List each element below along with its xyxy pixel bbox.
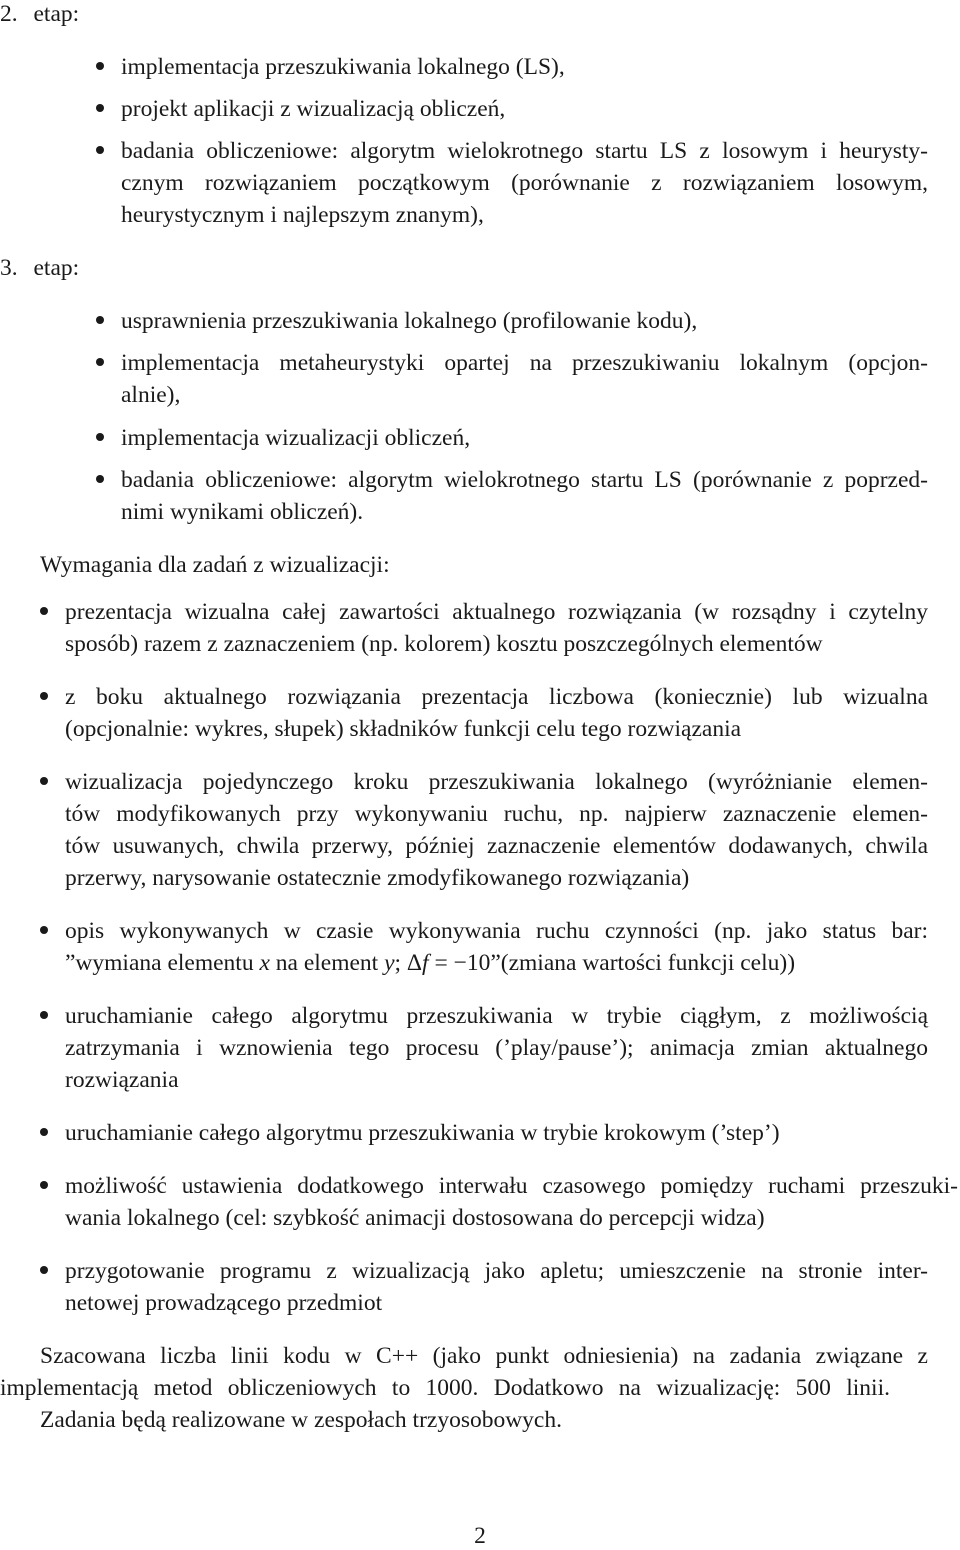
requirement-5-line-1: uruchamianie całego algorytmu przeszukiwania w trybie ciągłym, z możliwością	[65, 1003, 928, 1029]
requirements-heading: Wymagania dla zadań z wizualizacji:	[40, 552, 390, 578]
requirement-3-line-1: wizualizacja pojedynczego kroku przeszukiwania lokalnego (wyróżnianie elemen-	[65, 769, 928, 795]
bullet-icon	[96, 433, 104, 441]
stage-3-item-1: usprawnienia przeszukiwania lokalnego (profilowanie kodu),	[121, 308, 698, 334]
stage-3-number: 3.	[0, 255, 18, 281]
requirement-8-line-1: przygotowanie programu z wizualizacją jako apletu; umieszczenie na stronie inter-	[65, 1258, 928, 1284]
bullet-icon	[40, 692, 48, 700]
stage-2-item-2: projekt aplikacji z wizualizacją obliczeń,	[121, 96, 506, 122]
requirement-3-line-2: tów modyfikowanych przy wykonywaniu ruchu, np. najpierw zaznaczenie elemen-	[65, 801, 928, 827]
stage-3-label: etap:	[33, 255, 80, 281]
stage-2-item-3-line-1: badania obliczeniowe: algorytm wielokrotnego startu LS z losowym i heurysty-	[121, 138, 928, 164]
bullet-icon	[40, 1011, 48, 1019]
bullet-icon	[96, 62, 104, 70]
requirement-1-line-2: sposób) razem z zaznaczeniem (np. kolorem) kosztu poszczególnych elementów	[65, 631, 823, 657]
bullet-icon	[40, 607, 48, 615]
requirement-3-line-4: przerwy, narysowanie ostatecznie zmodyfikowanego rozwiązania)	[65, 865, 690, 891]
stage-2-item-3-line-2: cznym rozwiązaniem początkowym (porównanie z rozwiązaniem losowym,	[121, 170, 928, 196]
stage-3-item-4-line-1: badania obliczeniowe: algorytm wielokrotnego startu LS (porównanie z poprzed-	[121, 467, 928, 493]
status-text-1: ”wymiana elementu	[65, 950, 260, 976]
bullet-icon	[40, 777, 48, 785]
requirement-8-line-2: netowej prowadzącego przedmiot	[65, 1290, 383, 1316]
summary-line-3: Zadania będą realizowane w zespołach trzyosobowych.	[40, 1407, 562, 1433]
requirement-3-line-3: tów usuwanych, chwila przerwy, później zaznaczenie elementów dodawanych, chwila	[65, 833, 928, 859]
page-number: 2	[474, 1523, 486, 1549]
stage-2-item-3-line-3: heurystycznym i najlepszym znanym),	[121, 202, 484, 228]
bullet-icon	[40, 1266, 48, 1274]
requirement-5-line-2: zatrzymania i wznowienia tego procesu (’play/pause’); animacja zmian aktualnego	[65, 1035, 928, 1061]
status-text-4: ”(zmiana wartości funkcji celu))	[490, 950, 796, 976]
math-f: f	[422, 950, 429, 976]
bullet-icon	[96, 316, 104, 324]
requirement-4-status-line	[65, 952, 795, 976]
bullet-icon	[40, 1128, 48, 1136]
requirement-6: uruchamianie całego algorytmu przeszukiwania w trybie krokowym (’step’)	[65, 1120, 780, 1146]
bullet-icon	[40, 1181, 48, 1189]
stage-2-number: 2.	[0, 1, 18, 27]
summary-line-1: Szacowana liczba linii kodu w C++ (jako punkt odniesienia) na zadania związane z	[40, 1343, 928, 1369]
stage-3-item-3: implementacja wizualizacji obliczeń,	[121, 425, 471, 451]
bullet-icon	[96, 104, 104, 112]
requirement-4-line-1: opis wykonywanych w czasie wykonywania ruchu czynności (np. jako status bar:	[65, 918, 928, 944]
requirement-7-line-2: wania lokalnego (cel: szybkość animacji dostosowana do percepcji widza)	[65, 1205, 765, 1231]
math-delta: Δ	[406, 950, 423, 976]
stage-3-heading	[0, 257, 79, 281]
summary-line-2: implementacją metod obliczeniowych to 1000. Dodatkowo na wizualizację: 500 linii.	[0, 1375, 890, 1401]
bullet-icon	[96, 146, 104, 154]
math-value: = −10	[428, 950, 491, 976]
status-text-2: na element	[269, 950, 385, 976]
bullet-icon	[96, 358, 104, 366]
requirement-2-line-1: z boku aktualnego rozwiązania prezentacja liczbowa (koniecznie) lub wizualna	[65, 684, 928, 710]
stage-2-item-1: implementacja przeszukiwania lokalnego (LS),	[121, 54, 565, 80]
bullet-icon	[40, 926, 48, 934]
requirement-5-line-3: rozwiązania	[65, 1067, 179, 1093]
stage-3-item-4-line-2: nimi wynikami obliczeń).	[121, 499, 364, 525]
requirement-1-line-1: prezentacja wizualna całej zawartości aktualnego rozwiązania (w rozsądny i czytelny	[65, 599, 928, 625]
stage-3-item-2-line-1: implementacja metaheurystyki opartej na przeszukiwaniu lokalnym (opcjon-	[121, 350, 928, 376]
bullet-icon	[96, 475, 104, 483]
stage-3-item-2-line-2: alnie),	[121, 382, 181, 408]
requirement-7-line-1: możliwość ustawienia dodatkowego interwału czasowego pomiędzy ruchami przeszuki-	[65, 1173, 958, 1199]
math-y: y	[384, 950, 395, 976]
requirement-2-line-2: (opcjonalnie: wykres, słupek) składników funkcji celu tego rozwiązania	[65, 716, 742, 742]
stage-2-heading	[0, 3, 79, 27]
stage-2-label: etap:	[33, 1, 80, 27]
status-text-3: ;	[394, 950, 407, 976]
math-x: x	[259, 950, 270, 976]
